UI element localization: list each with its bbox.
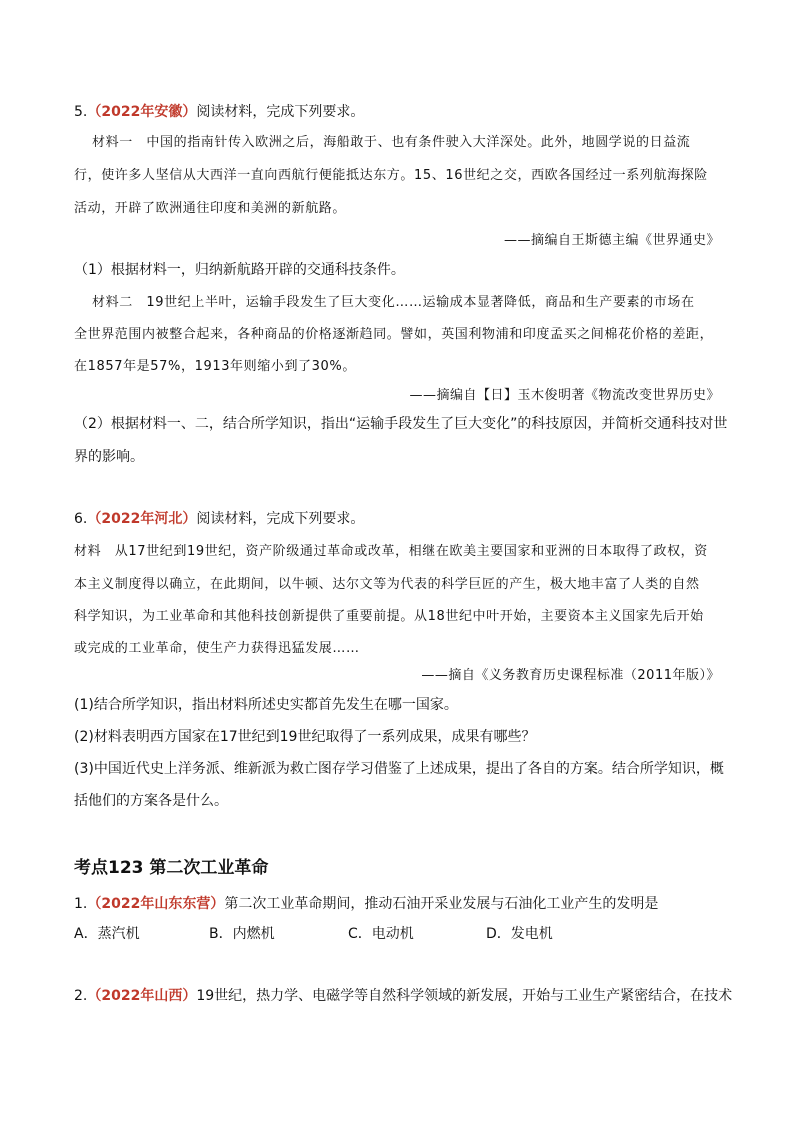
- option-a: A．蒸汽机: [74, 926, 140, 942]
- material-line: 材料 从17世纪到19世纪，资产阶级通过革命或改革，相继在欧美主要国家和亚洲的日本取得了政权，资: [74, 544, 708, 559]
- source-tag: （2022年山西）: [87, 988, 197, 1004]
- material-line: 活动，开辟了欧洲通往印度和美洲的新航路。: [74, 201, 347, 216]
- option-c: C．电动机: [348, 926, 414, 942]
- sub-question: （1）根据材料一，归纳新航路开辟的交通科技条件。: [74, 262, 405, 278]
- sub-question: (3)中国近代史上洋务派、维新派为救亡图存学习借鉴了上述成果，提出了各自的方案。结合所学知识，概: [74, 761, 724, 777]
- question-number: 6.: [74, 511, 88, 527]
- material-line: 材料一 中国的指南针传入欧洲之后，海船敢于、也有条件驶入大洋深处。此外，地圆学说的日益流: [92, 135, 691, 150]
- question-text: 第二次工业革命期间，推动石油开采业发展与石油化工业产生的发明是: [224, 896, 659, 912]
- question-prompt: 阅读材料，完成下列要求。: [196, 511, 365, 527]
- material-source: ——摘编自【日】玉木俊明著《物流改变世界历史》: [409, 388, 720, 403]
- sub-question: (2)材料表明西方国家在17世纪到19世纪取得了一系列成果，成果有哪些？: [74, 729, 536, 745]
- material-source: ——摘编自王斯德主编《世界通史》: [503, 233, 720, 248]
- sub-question: (1)结合所学知识，指出材料所述史实都首先发生在哪一国家。: [74, 697, 458, 713]
- question-number: 2.: [74, 988, 88, 1004]
- section-question-2: [74, 985, 732, 1005]
- sub-question-continued: 界的影响。: [74, 449, 144, 465]
- question-5-header: [74, 101, 364, 121]
- source-tag: （2022年安徽）: [87, 104, 197, 120]
- section-heading: 考点123 第二次工业革命: [74, 858, 269, 878]
- question-number: 1.: [74, 896, 88, 912]
- question-number: 5.: [74, 104, 88, 120]
- material-line: 本主义制度得以确立，在此期间，以牛顿、达尔文等为代表的科学巨匠的产生，极大地丰富了人类的自然: [74, 577, 700, 592]
- section-question-1: [74, 893, 658, 913]
- material-line: 科学知识，为工业革命和其他科技创新提供了重要前提。从18世纪中叶开始，主要资本主义国家先后开始: [74, 609, 704, 624]
- option-d: D．发电机: [486, 926, 553, 942]
- source-tag: （2022年河北）: [87, 511, 197, 527]
- question-6-header: [74, 508, 364, 528]
- material-line: 或完成的工业革命，使生产力获得迅猛发展……: [74, 641, 360, 656]
- material-line: 在1857年是57%，1913年则缩小到了30%。: [74, 359, 356, 374]
- question-prompt: 阅读材料，完成下列要求。: [196, 104, 365, 120]
- material-line: 材料二 19世纪上半叶，运输手段发生了巨大变化……运输成本显著降低，商品和生产要素的市场在: [92, 295, 695, 310]
- source-tag: （2022年山东东营）: [87, 896, 225, 912]
- material-line: 全世界范围内被整合起来，各种商品的价格逐渐趋同。譬如，英国利物浦和印度孟买之间棉花价格的差距，: [74, 327, 714, 342]
- option-b: B．内燃机: [209, 926, 275, 942]
- material-line: 行，使许多人坚信从大西洋一直向西航行便能抵达东方。15、16世纪之交，西欧各国经过一系列航海探险: [74, 168, 708, 183]
- sub-question-continued: 括他们的方案各是什么。: [74, 793, 228, 809]
- material-source: ——摘自《义务教育历史课程标准（2011年版）》: [421, 668, 720, 683]
- question-text: 19世纪，热力学、电磁学等自然科学领域的新发展，开始与工业生产紧密结合，在技术: [196, 988, 733, 1004]
- sub-question: （2）根据材料一、二，结合所学知识，指出“运输手段发生了巨大变化”的科技原因，并简析交通科技对世: [74, 416, 728, 432]
